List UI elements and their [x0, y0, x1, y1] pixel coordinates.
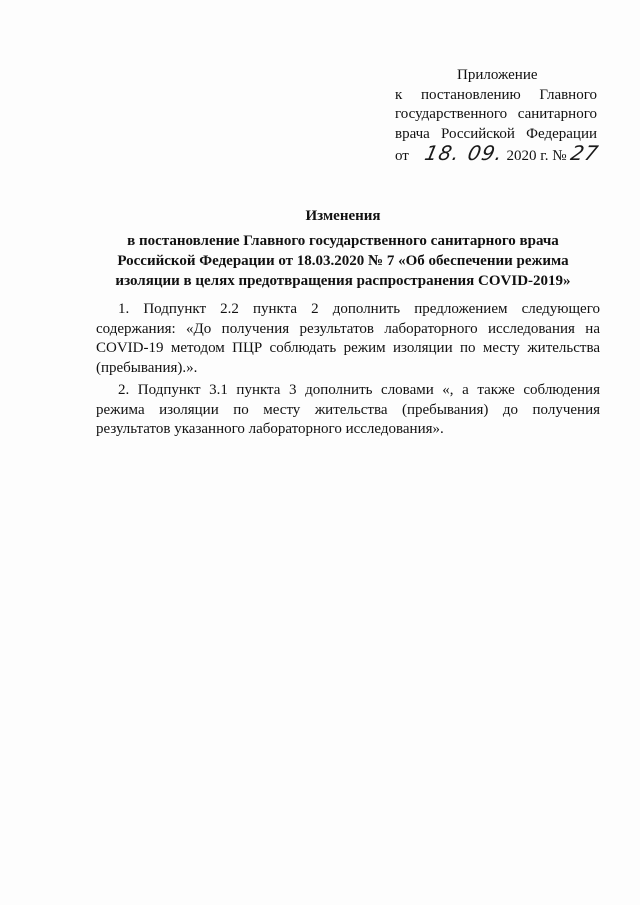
handwritten-month: 09. — [465, 141, 506, 165]
date-year-suffix: 2020 г. № — [506, 148, 567, 164]
paragraph-2: 2. Подпункт 3.1 пункта 3 дополнить словами «, а также соблюдения режима изоляции по месту жительства (пребывания) до получения результатов указанного лабораторного исследования». — [96, 382, 600, 437]
paragraph-1: 1. Подпункт 2.2 пункта 2 дополнить предложением следующего содержания: «До получения результатов лабораторного исследования на COVID-19 методом ПЦР соблюдать режим изоляции по месту жительства (пребывания).». — [96, 301, 600, 376]
appendix-line-3: врача Российской Федерации — [395, 125, 597, 142]
appendix-line-1: к постановлению Главного — [395, 86, 597, 103]
heading-title: Изменения — [305, 208, 381, 224]
handwritten-doc-number: 27 — [568, 141, 601, 165]
handwritten-day: 18. — [422, 141, 463, 165]
appendix-title: Приложение — [457, 67, 538, 83]
appendix-line-2: государственного санитарного — [395, 106, 597, 122]
document-body — [96, 300, 600, 443]
date-prefix: от — [395, 148, 409, 164]
appendix-date-line — [395, 141, 601, 167]
document-heading — [96, 206, 590, 291]
appendix-block — [395, 66, 601, 167]
heading-subtitle: в постановление Главного государственного санитарного врача Российской Федерации от 18.03.2020 № 7 «Об обеспечении режима изоляции в целях предотвращения распространения COVID-2019» — [115, 233, 571, 289]
